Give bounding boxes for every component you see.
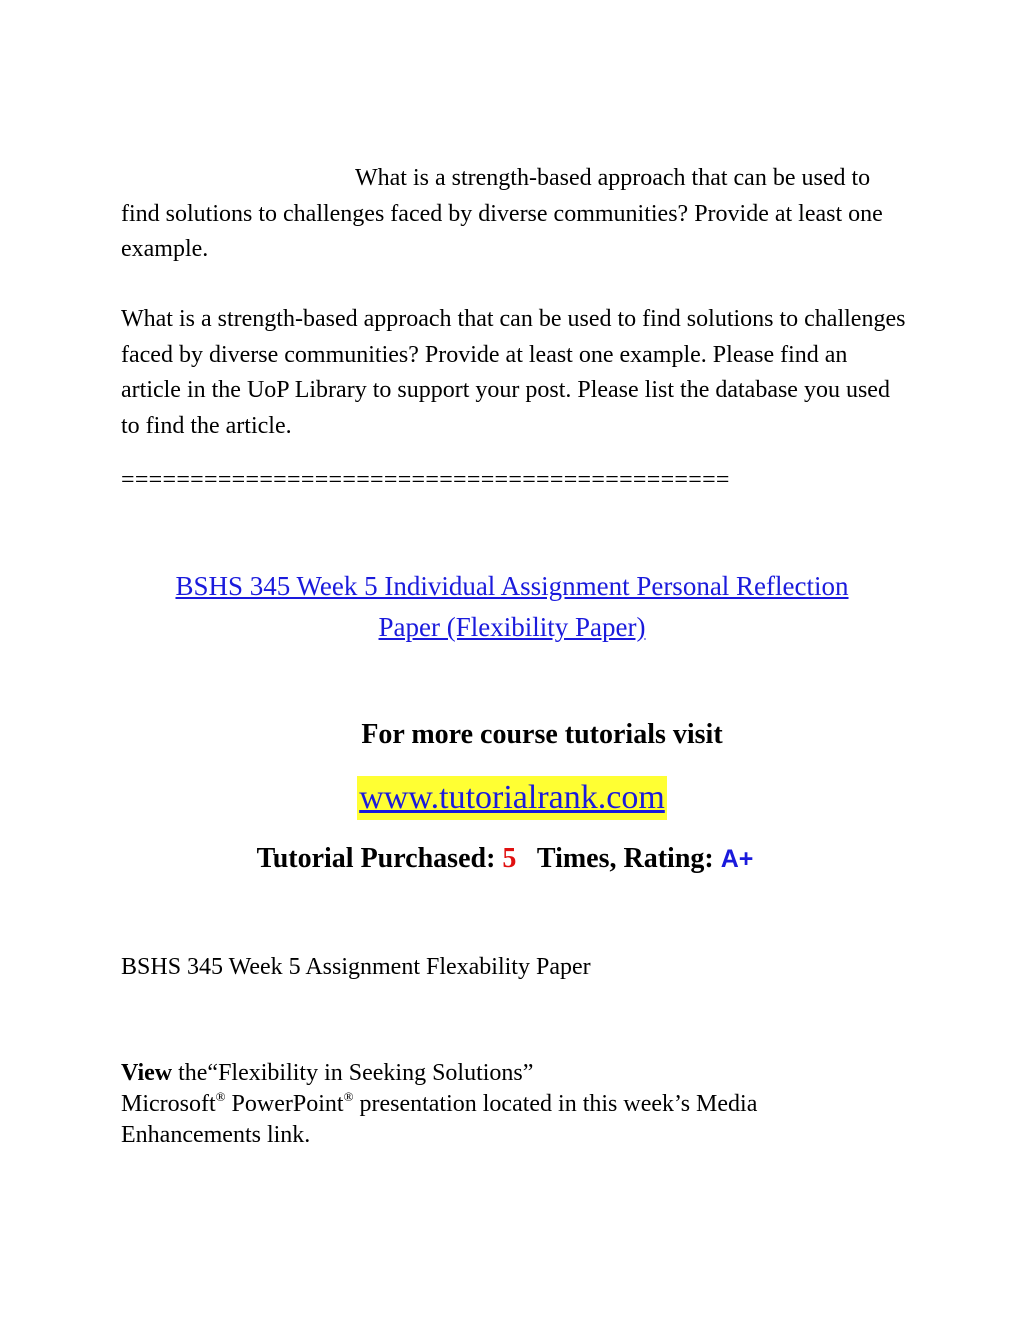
assignment-subtitle: BSHS 345 Week 5 Assignment Flexability Paper	[121, 954, 591, 980]
assignment-link-line1[interactable]: BSHS 345 Week 5 Individual Assignment Personal Reflection	[175, 571, 849, 601]
separator-line: ============================================	[121, 467, 730, 493]
promo-heading: For more course tutorials visit	[361, 719, 723, 750]
assignment-link[interactable]	[121, 566, 903, 648]
instructions	[121, 1058, 911, 1151]
registered-mark: ®	[215, 1089, 226, 1104]
question-full: What is a strength-based approach that can be used to find solutions to challenges faced by diverse communities? Provide at least one example. Please find an article in the UoP Library to support your post. Please list the database you used to find the article.	[121, 306, 906, 439]
rating-label: Times, Rating:	[536, 843, 714, 874]
instruction-line2: presentation located in this week’s Media	[359, 1091, 758, 1117]
instruction-verb: View	[121, 1060, 173, 1086]
instruction-line3: Enhancements link.	[121, 1122, 311, 1148]
tutorial-stats	[0, 843, 1010, 875]
instruction-line1: the“Flexibility in Seeking Solutions”	[178, 1060, 534, 1086]
microsoft-text: Microsoft	[121, 1091, 216, 1117]
purchased-label: Tutorial Purchased:	[256, 843, 496, 874]
question-intro: What is a strength-based approach that can be used to find solutions to challenges faced by diverse communities? Provide at least one example.	[121, 165, 883, 262]
purchased-count: 5	[502, 843, 517, 874]
website-link[interactable]: www.tutorialrank.com	[357, 776, 667, 820]
powerpoint-text: PowerPoint	[231, 1091, 344, 1117]
registered-mark: ®	[343, 1089, 354, 1104]
assignment-link-line2[interactable]: Paper (Flexibility Paper)	[378, 612, 646, 642]
rating-value: A+	[720, 845, 754, 873]
